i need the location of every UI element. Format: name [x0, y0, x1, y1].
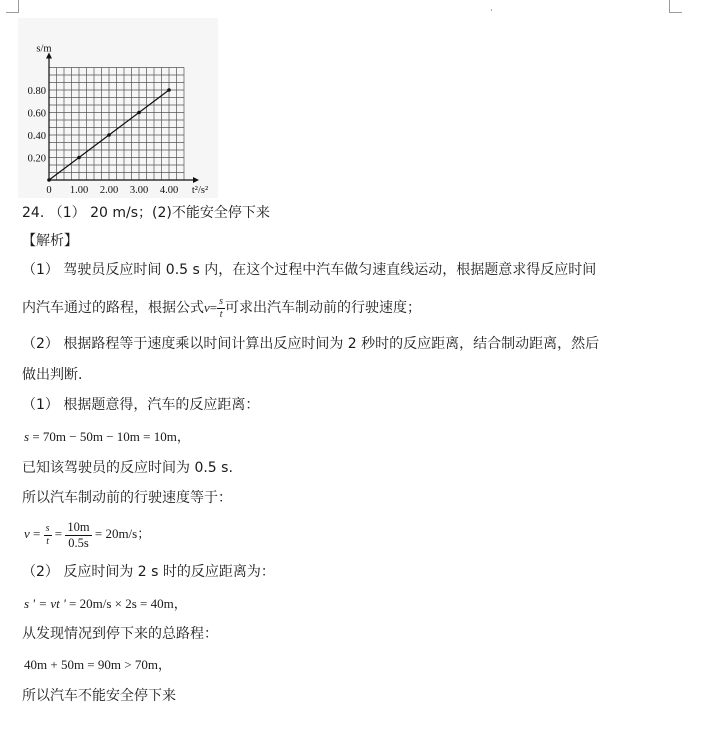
formula-v: v [204, 300, 210, 315]
y-axis-label: s/m [36, 43, 52, 55]
analysis-heading [22, 231, 78, 251]
x-tick-label: 3.00 [129, 185, 149, 196]
eq2-eq2: = [51, 526, 66, 541]
chart-svg [18, 18, 218, 198]
data-point [47, 178, 51, 182]
reaction-time-text: 已知该驾驶员的反应时间为 0.5 s. [22, 460, 233, 476]
eq2-eq1: = [29, 526, 44, 541]
formula-den: t [219, 308, 223, 320]
data-point [167, 88, 171, 92]
speed-intro-text: 所以汽车制动前的行驶速度等于： [22, 490, 232, 506]
p2-line1-text: （2） 根据路程等于速度乘以时间计算出反应时间为 2 秒时的反应距离，结合制动距离，然后 [22, 336, 600, 352]
p1-line2-pre: 内汽车通过的路程，根据公式 [22, 300, 204, 316]
eq3-lhs: s ' = vt ' [24, 596, 66, 611]
sol2-intro [22, 562, 275, 582]
p1-line2-post: 可求出汽车制动前的行驶速度； [225, 300, 422, 316]
p1-line1-text: （1） 驾驶员反应时间 0.5 s 内，在这个过程中汽车做匀速直线运动，根据题意求得反应时间 [22, 262, 597, 278]
y-tick-label: 0.60 [27, 108, 46, 120]
equation-4 [24, 655, 171, 675]
formula-fraction [217, 297, 225, 320]
eq1-rest: = 70m − 50m − 10m = 10m， [29, 429, 190, 444]
equation-3 [24, 594, 187, 614]
sol1-intro [22, 395, 259, 415]
data-point [137, 111, 141, 115]
eq2-den1: t [46, 535, 49, 547]
p2-line2-text: 做出判断. [22, 367, 83, 383]
equation-2 [24, 516, 150, 552]
x-axis-arrow [193, 177, 199, 183]
eq2-den2: 0.5s [68, 535, 89, 550]
data-point [107, 133, 111, 137]
p1-line1 [22, 260, 596, 280]
eq2-fraction-1 [44, 524, 52, 547]
chart-axes [46, 53, 199, 184]
conclusion-text: 所以汽车不能安全停下来 [22, 688, 176, 704]
crop-mark [669, 0, 670, 13]
x-tick-label: 4.00 [159, 185, 179, 196]
s-t2-graph [18, 18, 218, 198]
answer-text: 24. （1） 20 m/s；(2)不能安全停下来 [22, 205, 270, 221]
eq2-result: = 20m/s； [91, 526, 151, 541]
crop-mark [669, 12, 682, 13]
formula-num: s [219, 295, 224, 307]
eq2-v: v [24, 526, 30, 541]
reaction-time-line [22, 458, 233, 478]
eq2-num2: 10m [67, 520, 90, 535]
p2-line2 [22, 365, 82, 385]
chart-grid [49, 68, 184, 181]
sol1-intro-text: （1） 根据题意得，汽车的反应距离： [22, 397, 260, 413]
eq1-var: s [24, 429, 30, 444]
y-tick-label: 0.20 [27, 153, 46, 165]
sol2-intro-text: （2） 反应时间为 2 s 时的反应距离为： [22, 564, 275, 580]
y-tick-label: 0.40 [27, 131, 46, 142]
conclusion-line [22, 686, 176, 706]
equation-1 [24, 427, 190, 447]
page-dot [491, 9, 492, 11]
p1-line2 [22, 294, 421, 322]
x-tick-label: 2.00 [99, 185, 119, 196]
heading-text: 【解析】 [22, 233, 78, 249]
eq3-rest: = 20m/s × 2s = 40m， [65, 596, 187, 611]
speed-intro [22, 488, 232, 508]
answer-line [22, 203, 270, 223]
x-tick-label: 1.00 [69, 185, 89, 196]
x-axis-label: t²/s² [191, 185, 209, 196]
eq4-text: 40m + 50m = 90m > 70m， [24, 657, 171, 672]
total-intro [22, 624, 218, 644]
origin-label: 0 [46, 185, 52, 196]
eq2-num1: s [45, 522, 50, 534]
crop-mark [18, 0, 19, 13]
eq2-fraction-2 [65, 521, 91, 549]
y-tick-label: 0.80 [27, 86, 46, 97]
data-point [77, 156, 81, 160]
p2-line1 [22, 334, 599, 354]
total-intro-text: 从发现情况到停下来的总路程： [22, 626, 218, 642]
formula-eq: = [209, 300, 218, 315]
